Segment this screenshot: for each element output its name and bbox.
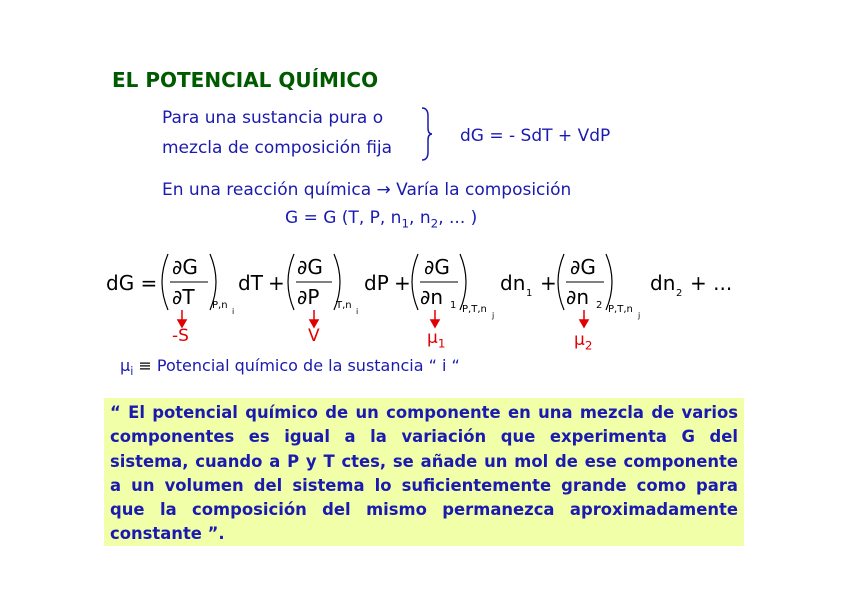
svg-text:T,n: T,n bbox=[336, 300, 352, 311]
svg-text:∂G: ∂G bbox=[570, 255, 596, 279]
svg-text:i: i bbox=[356, 307, 359, 316]
identity-v: V bbox=[308, 326, 320, 346]
identity-mu2: $\mu_2$ bbox=[574, 330, 593, 353]
partial-term-1 bbox=[162, 254, 285, 316]
gibbs-function: G = G (T, P, $n_1$, $n_2$, ... ) bbox=[285, 208, 478, 231]
svg-text:∂P: ∂P bbox=[297, 285, 320, 309]
definition-quote: “ El potencial químico de un componente en una mezcla de varios componentes es igual a la variación que experimenta G del sistema, cuando a P y T ctes, se añade un mol de ese componente a un volumen del sistema lo suficientemente grande como para que la composición del mismo permanezca aproximadamente constante ”. bbox=[110, 403, 738, 544]
arrow-down-icon bbox=[431, 320, 439, 327]
partial-term-2 bbox=[288, 254, 411, 316]
svg-text:P,T,n: P,T,n bbox=[462, 304, 487, 315]
svg-text:∂G: ∂G bbox=[172, 255, 198, 279]
svg-text:dP: dP bbox=[364, 271, 389, 295]
svg-text:∂n: ∂n bbox=[566, 285, 590, 309]
right-brace-icon bbox=[420, 106, 434, 162]
svg-text:j: j bbox=[638, 311, 641, 320]
identity-neg-s: -S bbox=[172, 326, 189, 346]
svg-text:∂n: ∂n bbox=[420, 285, 444, 309]
arrow-down-icon bbox=[580, 320, 588, 327]
down-arrows bbox=[0, 308, 848, 330]
svg-text:2: 2 bbox=[676, 288, 683, 299]
svg-text:1: 1 bbox=[450, 300, 457, 311]
pure-line-2: mezcla de composición fija bbox=[162, 138, 393, 158]
reaction-line: En una reacción química → Varía la composición bbox=[162, 180, 572, 200]
svg-text:+ ...: + ... bbox=[690, 271, 733, 295]
pure-line-1: Para una sustancia pura o bbox=[162, 108, 384, 128]
svg-text:dT: dT bbox=[238, 271, 263, 295]
svg-text:P,n: P,n bbox=[212, 300, 228, 311]
svg-text:+: + bbox=[268, 271, 285, 295]
pure-equation: dG = - SdT + VdP bbox=[460, 126, 611, 146]
page-title: EL POTENCIAL QUÍMICO bbox=[112, 68, 379, 92]
svg-text:P,T,n: P,T,n bbox=[608, 304, 633, 315]
svg-text:+: + bbox=[394, 271, 411, 295]
svg-text:∂G: ∂G bbox=[424, 255, 450, 279]
svg-text:dn: dn bbox=[650, 271, 676, 295]
svg-text:∂T: ∂T bbox=[172, 285, 195, 309]
svg-text:dn: dn bbox=[500, 271, 526, 295]
chemical-potential-definition: $\mu_i$ ≡ Potencial químico de la sustancia “ i “ bbox=[120, 356, 460, 379]
identity-mu1: $\mu_1$ bbox=[427, 328, 446, 351]
svg-text:2: 2 bbox=[596, 300, 603, 311]
eq-lhs: dG = bbox=[106, 271, 158, 295]
svg-text:j: j bbox=[492, 311, 495, 320]
svg-text:1: 1 bbox=[526, 288, 533, 299]
svg-text:+: + bbox=[540, 271, 557, 295]
svg-text:i: i bbox=[232, 307, 235, 316]
svg-text:∂G: ∂G bbox=[297, 255, 323, 279]
